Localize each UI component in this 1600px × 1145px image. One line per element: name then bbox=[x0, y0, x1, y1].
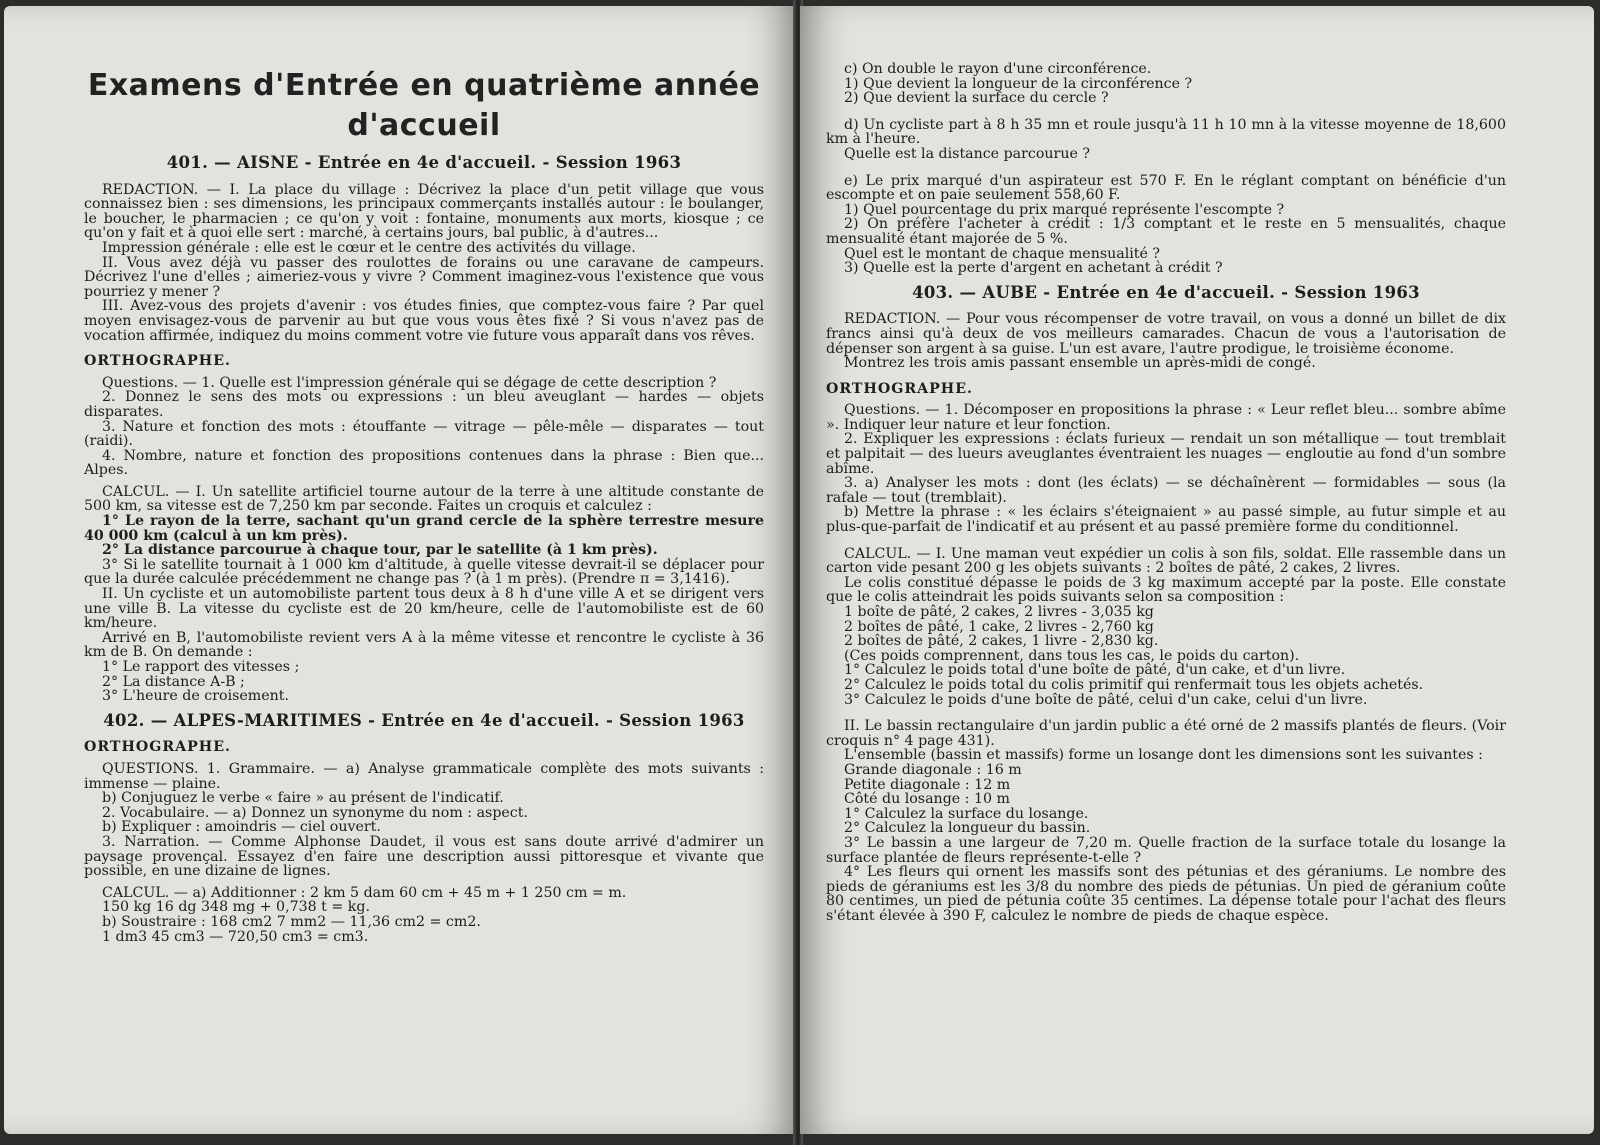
redaction-paragraph: REDACTION. — I. La place du village : Décrivez la place d'un petit village que vous connaissez bien : ses dimensions, les principaux commerçants installés autour : le boulanger, le boucher, le pharmacien ; ce qu'on y voit : fontaine, monuments aux morts, kiosque ; ce qu'on y fait et à quoi elle sert : marché, à certains jours, bal public, à d'autres... bbox=[84, 181, 764, 242]
question-paragraph: 3. a) Analyser les mots : dont (les éclats) — se déchaînèrent — formidables — sous (la rafale — tout (tremblait). bbox=[826, 475, 1506, 506]
calcul-item: 4° Les fleurs qui ornent les massifs sont des pétunias et des géraniums. Le nombre des pieds de géraniums est les 3/8 du nombre des pieds de pétunias. Un pied de géranium coûte 80 centimes, un pied de pétunia coûte 35 centimes. La dépense totale pour l'achat des fleurs s'étant élevée à 390 F, calculez le nombre de pieds de chaque espèce. bbox=[826, 864, 1506, 924]
left-column bbox=[84, 66, 764, 944]
calcul-paragraph: Arrivé en B, l'automobiliste revient vers A à la même vitesse et rencontre le cycliste à 36 km de B. On demande : bbox=[84, 629, 764, 661]
page-title-line2: d'accueil bbox=[347, 108, 501, 143]
calcul-item: 3° Le bassin a une largeur de 7,20 m. Quelle fraction de la surface totale du losange la surface plantée de fleurs représente-t-elle ? bbox=[826, 834, 1506, 866]
question-paragraph: Questions. — 1. Décomposer en propositions la phrase : « Leur reflet bleu... sombre abîme ». Indiquer leur nature et leur fonction. bbox=[826, 402, 1506, 433]
calcul-paragraph: b) Soustraire : 168 cm2 7 mm2 — 11,36 cm2 = cm2. bbox=[102, 913, 481, 930]
question-paragraph: 3. Nature et fonction des mots : étouffante — vitrage — pêle-mêle — disparates — tout (raidi). bbox=[84, 418, 764, 450]
calcul-item: Petite diagonale : 12 m bbox=[844, 776, 1011, 793]
calcul-paragraph: 2° La distance parcourue à chaque tour, par le satellite (à 1 km près). bbox=[102, 542, 658, 559]
calcul-item: 1° Le rapport des vitesses ; bbox=[102, 659, 300, 675]
calcul-item: e) Le prix marqué d'un aspirateur est 570 F. En le réglant comptant on bénéficie d'un escompte et on paie seulement 558,60 F. bbox=[826, 172, 1506, 204]
question-paragraph: b) Mettre la phrase : « les éclairs s'éteignaient » au passé simple, au futur simple et au plus-que-parfait de l'indicatif et au présent et au passé première forme du conditionnel. bbox=[826, 504, 1506, 536]
calcul-item: 1) Quel pourcentage du prix marqué représente l'escompte ? bbox=[844, 201, 1285, 218]
redaction-paragraph: II. Vous avez déjà vu passer des roulottes de forains ou une caravane de campeurs. Décrivez l'une d'elles ; aimeriez-vous y vivre ? Comment imaginez-vous l'existence que vous pourriez y mener ? bbox=[84, 254, 764, 300]
question-paragraph: 2. Expliquer les expressions : éclats furieux — rendait un son métallique — tout tremblait et palpitait — des lueurs aveuglantes éventraient les nuages — engloutie au fond d'un sombre abîme. bbox=[826, 431, 1506, 477]
right-page bbox=[800, 6, 1594, 1134]
calcul-paragraph: CALCUL. — I. Un satellite artificiel tourne autour de la terre à une altitude constante de 500 km, sa vitesse est de 7,250 km par seconde. Faites un croquis et calculez : bbox=[84, 483, 764, 515]
calcul-item: 2° Calculez la longueur du bassin. bbox=[844, 820, 1091, 837]
question-paragraph: b) Conjuguez le verbe « faire » au présent de l'indicatif. bbox=[102, 790, 504, 807]
question-paragraph: b) Expliquer : amoindris — ciel ouvert. bbox=[102, 819, 381, 836]
calcul-item: 3° L'heure de croisement. bbox=[102, 688, 289, 705]
calcul-item: 3) Quelle est la perte d'argent en achetant à crédit ? bbox=[844, 260, 1223, 277]
calcul-item: Quel est le montant de chaque mensualité ? bbox=[844, 245, 1160, 262]
calcul-item: c) On double le rayon d'une circonférence. bbox=[844, 61, 1152, 77]
question-paragraph: 2. Vocabulaire. — a) Donnez un synonyme du nom : aspect. bbox=[102, 804, 528, 821]
calcul-item: d) Un cycliste part à 8 h 35 mn et roule jusqu'à 11 h 10 mn à la vitesse moyenne de 18,600 km à l'heure. bbox=[826, 116, 1506, 148]
calcul-item: 2) Que devient la surface du cercle ? bbox=[844, 90, 1109, 107]
calcul-item: 1° Calculez le poids total d'une boîte de pâté, d'un cake, et d'un livre. bbox=[844, 662, 1346, 679]
section-403-heading: 403. — AUBE - Entrée en 4e d'accueil. - Session 1963 bbox=[912, 282, 1420, 302]
calcul-item: 2° Calculez le poids total du colis primitif qui renfermait tous les objets achetés. bbox=[844, 676, 1424, 693]
calcul-paragraph: 150 kg 16 dg 348 mg + 0,738 t = kg. bbox=[102, 899, 370, 916]
calcul-paragraph: L'ensemble (bassin et massifs) forme un losange dont les dimensions sont les suivantes : bbox=[844, 747, 1483, 764]
orthographe-heading: ORTHOGRAPHE. bbox=[84, 739, 231, 756]
calcul-paragraph: 3° Si le satellite tournait à 1 000 km d'altitude, à quelle vitesse devrait-il se déplacer pour que la durée calculée précédemment ne change pas ? (à 1 m près). (Prendre π = 3,1416). bbox=[84, 556, 764, 588]
calcul-item: 1° Calculez la surface du losange. bbox=[844, 805, 1089, 822]
question-paragraph: 4. Nombre, nature et fonction des propositions contenues dans la phrase : Bien que... Alpes. bbox=[84, 447, 764, 479]
section-401-heading: 401. — AISNE - Entrée en 4e d'accueil. - Session 1963 bbox=[166, 153, 682, 172]
orthographe-heading: ORTHOGRAPHE. bbox=[84, 353, 231, 370]
calcul-paragraph: 1° Le rayon de la terre, sachant qu'un grand cercle de la sphère terrestre mesure 40 000 km (calcul à un km près). bbox=[84, 513, 764, 544]
question-paragraph: 3. Narration. — Comme Alphonse Daudet, il vous est sans doute arrivé d'admirer un paysage provençal. Essayez d'en faire une description aussi pittoresque et vivante que possible, en une dizaine de lignes. bbox=[84, 833, 764, 880]
calcul-item: 2 boîtes de pâté, 2 cakes, 1 livre - 2,830 kg. bbox=[844, 633, 1159, 650]
redaction-paragraph: III. Avez-vous des projets d'avenir : vos études finies, que comptez-vous faire ? Par quel moyen envisagez-vous de parvenir au but que vous vous êtes fixé ? Si vous n'avez pas de vocation affirmée, indiquez du moins comment votre vie future vous apparaît dans vos rêves. bbox=[84, 298, 764, 344]
calcul-paragraph: II. Le bassin rectangulaire d'un jardin public a été orné de 2 massifs plantés de fleurs. (Voir croquis n° 4 page 431). bbox=[826, 718, 1506, 749]
orthographe-heading: ORTHOGRAPHE. bbox=[826, 380, 973, 397]
calcul-paragraph: 1 dm3 45 cm3 — 720,50 cm3 = cm3. bbox=[102, 928, 369, 945]
redaction-paragraph: Impression générale : elle est le cœur et le centre des activités du village. bbox=[102, 239, 636, 256]
calcul-item: (Ces poids comprennent, dans tous les cas, le poids du carton). bbox=[844, 647, 1300, 664]
calcul-paragraph: Le colis constitué dépasse le poids de 3 kg maximum accepté par la poste. Elle constate que le colis atteindrait les poids suivants selon sa composition : bbox=[826, 574, 1506, 606]
calcul-item: 1) Que devient la longueur de la circonférence ? bbox=[844, 75, 1193, 92]
redaction-paragraph: REDACTION. — Pour vous récompenser de votre travail, on vous a donné un billet de dix francs ainsi qu'à deux de vos meilleurs camarades. Chacun de vous a l'autorisation de dépenser son argent à sa guise. L'un est avare, l'autre prodigue, le troisième économe. bbox=[826, 311, 1506, 357]
calcul-paragraph: CALCUL. — a) Additionner : 2 km 5 dam 60 cm + 45 m + 1 250 cm = m. bbox=[102, 884, 627, 901]
left-page bbox=[4, 6, 796, 1134]
question-paragraph: 2. Donnez le sens des mots ou expressions : un bleu aveuglant — hardes — objets disparates. bbox=[84, 389, 764, 420]
question-paragraph: QUESTIONS. 1. Grammaire. — a) Analyse grammaticale complète des mots suivants : immense — plaine. bbox=[84, 760, 764, 792]
calcul-item: 1 boîte de pâté, 2 cakes, 2 livres - 3,035 kg bbox=[844, 604, 1154, 620]
calcul-item: Grande diagonale : 16 m bbox=[844, 761, 1022, 778]
calcul-item: 2) On préfère l'acheter à crédit : 1/3 comptant et le reste en 5 mensualités, chaque mensualité étant majorée de 5 %. bbox=[826, 216, 1506, 247]
calcul-item: 3° Calculez le poids d'une boîte de pâté, celui d'un cake, celui d'un livre. bbox=[844, 691, 1368, 708]
right-column bbox=[826, 62, 1506, 923]
page-title-line1: Examens d'Entrée en quatrième année bbox=[87, 68, 761, 103]
question-paragraph: Questions. — 1. Quelle est l'impression générale qui se dégage de cette description ? bbox=[102, 374, 717, 391]
calcul-item: 2° La distance A-B ; bbox=[102, 673, 245, 690]
calcul-item: Quelle est la distance parcourue ? bbox=[844, 145, 1090, 162]
calcul-paragraph: II. Un cycliste et un automobiliste partent tous deux à 8 h d'une ville A et se dirigent vers une ville B. La vitesse du cycliste est de 20 km/heure, celle de l'automobiliste est de 60 km/heure. bbox=[84, 586, 764, 632]
section-402-heading: 402. — ALPES-MARITIMES - Entrée en 4e d'accueil. - Session 1963 bbox=[103, 710, 745, 730]
page-title bbox=[84, 66, 764, 146]
calcul-paragraph: CALCUL. — I. Une maman veut expédier un colis à son fils, soldat. Elle rassemble dans un carton vide pesant 200 g les objets suivants : 2 boîtes de pâté, 2 cakes, 2 livres. bbox=[826, 545, 1506, 577]
calcul-item: 2 boîtes de pâté, 1 cake, 2 livres - 2,760 kg bbox=[844, 618, 1154, 635]
redaction-paragraph: Montrez les trois amis passant ensemble un après-midi de congé. bbox=[844, 355, 1316, 372]
calcul-item: Côté du losange : 10 m bbox=[844, 791, 1010, 808]
